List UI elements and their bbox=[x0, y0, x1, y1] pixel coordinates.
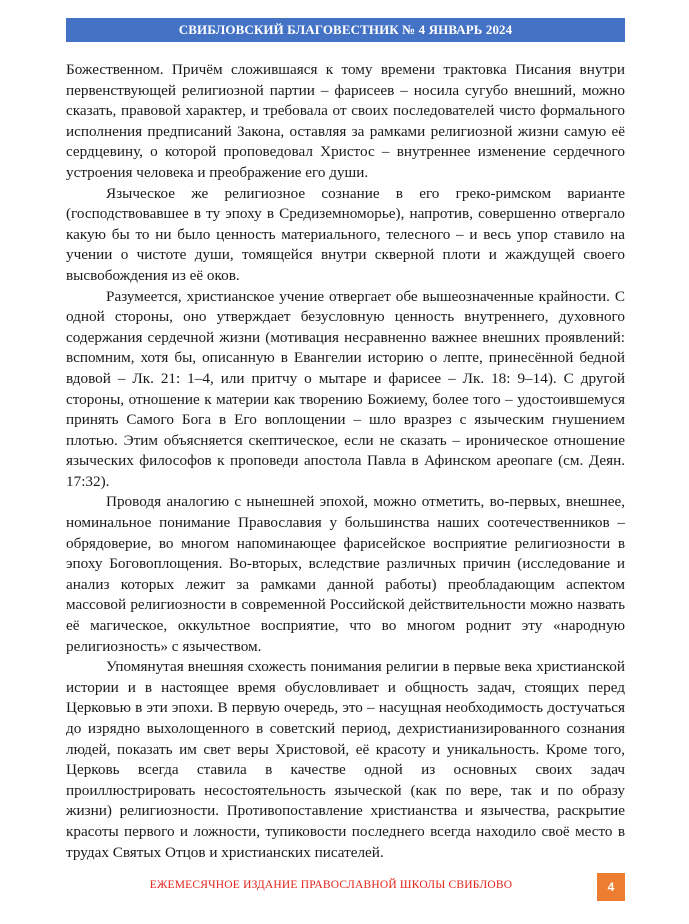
article-paragraph: Божественном. Причём сложившаяся к тому времени трактовка Писания внутри первенствующей религиозной партии – фарисеев – носила сугубо внешний, можно сказать, правовой характер, и требовала от своих последователей чисто формального исполнения предписаний Закона, оставляя за рамками религиозной жизни самую её сердцевину, о которой проповедовал Христос – внутреннее изменение сердечного устроения человека и преображение его души. bbox=[66, 61, 625, 181]
page-number: 4 bbox=[607, 880, 615, 894]
footer-caption: ЕЖЕМЕСЯЧНОЕ ИЗДАНИЕ ПРАВОСЛАВНОЙ ШКОЛЫ СВИБЛОВО bbox=[149, 879, 513, 891]
article-paragraph: Проводя аналогию с нынешней эпохой, можно отметить, во-первых, внешнее, номинальное понимание Православия у большинства наших соотечественников – обрядоверие, во многом напоминающее фарисейское восприятие религиозности в эпоху Боговоплощения. Во-вторых, вследствие различных причин (исследование и анализ которых лежит за рамками данной работы) преобладающим аспектом массовой религиозности в современной Российской действительности можно назвать её магическое, оккультное восприятие, что во многом роднит эту «народную религиозность» с язычеством. bbox=[66, 493, 625, 655]
header-bar bbox=[66, 18, 625, 42]
article-paragraph: Разумеется, христианское учение отвергает обе вышеозначенные крайности. С одной стороны, оно утверждает безусловную ценность внутреннего, духовного содержания сердечной жизни (мотивация несравненно важнее внешних проявлений: вспомним, хотя бы, описанную в Евангелии историю о лепте, принесённой бедной вдовой – Лк. 21: 1–4, или притчу о мытаре и фарисее – Лк. 18: 9–14). С другой стороны, отношение к материи как творению Божиему, более того – удостоившемуся принять Самого Бога в Его воплощении – шло вразрез с языческим гнушением плотью. Этим объясняется скептическое, если не сказать – ироническое отношение языческих философов к проповеди апостола Павла в Афинском ареопаге (см. Деян. 17:32). bbox=[66, 287, 625, 490]
article-paragraph: Языческое же религиозное сознание в его греко-римском варианте (господствовавшее в ту эпоху в Средиземноморье), напротив, совершенно отвергало какую бы то ни было ценность материального, телесного – и весь упор ставило на учении о чистоте души, томящейся внутри скверной плоти и жаждущей своего высвобождения из её оков. bbox=[66, 184, 625, 284]
publication-title: СВИБЛОВСКИЙ БЛАГОВЕСТНИК № 4 ЯНВАРЬ 2024 bbox=[178, 22, 513, 37]
article-body bbox=[66, 60, 625, 863]
article-paragraph: Упомянутая внешняя схожесть понимания религии в первые века христианской истории и в настоящее время обусловливает и общность задач, стоящих перед Церковью в эти эпохи. В первую очередь, это – насущная необходимость достучаться до изрядно выхолощенного в советский период, дехристианизированного сознания людей, показать им свет веры Христовой, её красоту и уникальность. Кроме того, Церковь всегда ставила в качестве одной из основных своих задач проиллюстрировать несостоятельность языческой (как по вере, так и по образу жизни) религиозности. Противопоставление христианства и язычества, раскрытие красоты первого и ложности, тупиковости последнего всегда находило своё место в трудах Святых Отцов и христианских писателей. bbox=[66, 658, 625, 861]
page-number-badge bbox=[597, 873, 625, 901]
